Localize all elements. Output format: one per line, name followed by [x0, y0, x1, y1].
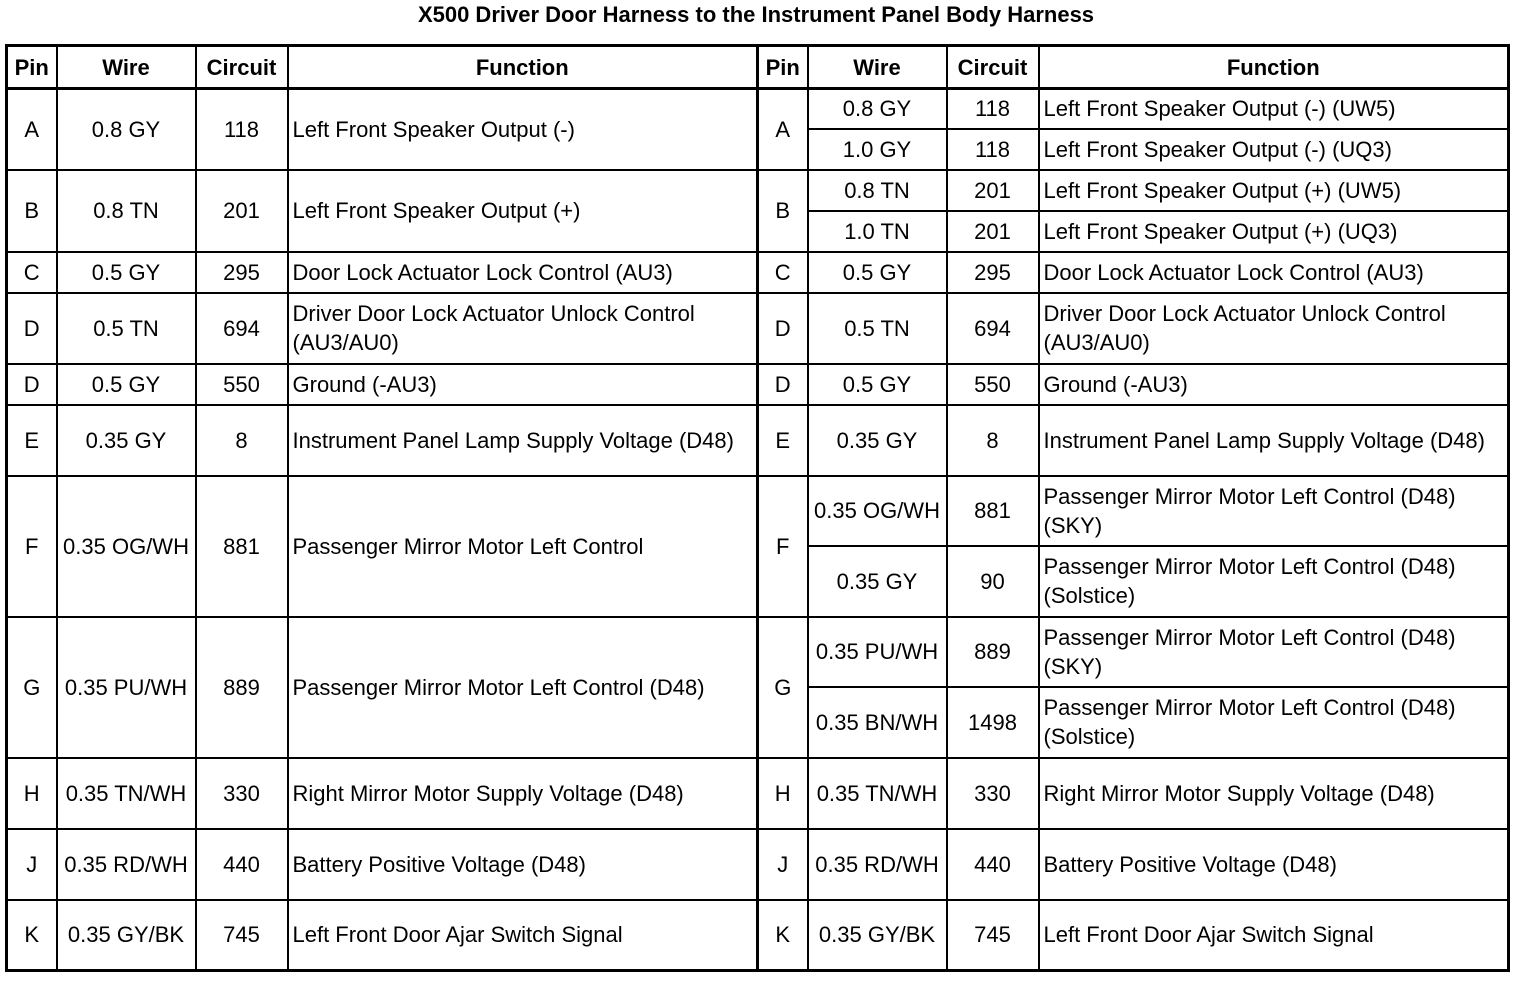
pin-cell: F [758, 476, 808, 617]
table-row [7, 617, 1509, 687]
harness-pinout-table [5, 44, 1510, 972]
circuit-cell: 201 [947, 170, 1039, 211]
pin-cell: J [7, 829, 57, 900]
function-cell: Passenger Mirror Motor Left Control [288, 476, 758, 617]
pin-cell: D [7, 364, 57, 405]
function-cell: Ground (-AU3) [288, 364, 758, 405]
wire-cell: 0.35 RD/WH [57, 829, 196, 900]
function-cell: Ground (-AU3) [1039, 364, 1509, 405]
circuit-cell: 440 [196, 829, 288, 900]
table-row [7, 405, 1509, 476]
header-circuit: Circuit [196, 46, 288, 89]
function-cell: Instrument Panel Lamp Supply Voltage (D48) [288, 405, 758, 476]
header-wire: Wire [57, 46, 196, 89]
function-cell: Battery Positive Voltage (D48) [1039, 829, 1509, 900]
circuit-cell: 8 [196, 405, 288, 476]
circuit-cell: 90 [947, 546, 1039, 617]
function-cell: Passenger Mirror Motor Left Control (D48) [288, 617, 758, 758]
header-function: Function [288, 46, 758, 89]
pin-cell: G [758, 617, 808, 758]
circuit-cell: 118 [196, 89, 288, 170]
header-circuit: Circuit [947, 46, 1039, 89]
circuit-cell: 745 [947, 900, 1039, 971]
function-cell: Right Mirror Motor Supply Voltage (D48) [288, 758, 758, 829]
wire-cell: 0.5 TN [57, 293, 196, 364]
function-cell: Right Mirror Motor Supply Voltage (D48) [1039, 758, 1509, 829]
wire-cell: 0.35 GY/BK [808, 900, 947, 971]
pin-cell: J [758, 829, 808, 900]
table-body [7, 89, 1509, 971]
wire-cell: 0.35 OG/WH [57, 476, 196, 617]
function-cell: Passenger Mirror Motor Left Control (D48) (Solstice) [1039, 687, 1509, 758]
circuit-cell: 1498 [947, 687, 1039, 758]
function-cell: Door Lock Actuator Lock Control (AU3) [1039, 252, 1509, 293]
pin-cell: G [7, 617, 57, 758]
wire-cell: 0.8 GY [57, 89, 196, 170]
function-cell: Door Lock Actuator Lock Control (AU3) [288, 252, 758, 293]
wire-cell: 0.5 GY [57, 364, 196, 405]
table-row [7, 170, 1509, 211]
table-row [7, 758, 1509, 829]
wire-cell: 0.8 TN [808, 170, 947, 211]
wire-cell: 0.35 GY [57, 405, 196, 476]
circuit-cell: 330 [947, 758, 1039, 829]
table-row [7, 89, 1509, 129]
page-title: X500 Driver Door Harness to the Instrument Panel Body Harness [417, 2, 1095, 27]
header-pin: Pin [7, 46, 57, 89]
pin-cell: F [7, 476, 57, 617]
wire-cell: 0.35 GY [808, 405, 947, 476]
circuit-cell: 295 [196, 252, 288, 293]
circuit-cell: 201 [947, 211, 1039, 252]
circuit-cell: 295 [947, 252, 1039, 293]
pin-cell: A [7, 89, 57, 170]
pin-cell: D [758, 293, 808, 364]
pin-cell: H [7, 758, 57, 829]
function-cell: Driver Door Lock Actuator Unlock Control (AU3/AU0) [1039, 293, 1509, 364]
function-cell: Battery Positive Voltage (D48) [288, 829, 758, 900]
pin-cell: B [7, 170, 57, 252]
header-row [7, 46, 1509, 89]
function-cell: Left Front Speaker Output (-) (UQ3) [1039, 129, 1509, 170]
pin-cell: D [7, 293, 57, 364]
wire-cell: 0.5 GY [808, 364, 947, 405]
function-cell: Left Front Speaker Output (-) (UW5) [1039, 89, 1509, 129]
header-function: Function [1039, 46, 1509, 89]
wire-cell: 0.35 GY [808, 546, 947, 617]
pin-cell: D [758, 364, 808, 405]
function-cell: Passenger Mirror Motor Left Control (D48) (SKY) [1039, 476, 1509, 546]
pin-cell: E [758, 405, 808, 476]
pin-cell: C [7, 252, 57, 293]
circuit-cell: 201 [196, 170, 288, 252]
wire-cell: 0.35 TN/WH [808, 758, 947, 829]
circuit-cell: 881 [196, 476, 288, 617]
function-cell: Left Front Speaker Output (+) (UW5) [1039, 170, 1509, 211]
wire-cell: 0.35 RD/WH [808, 829, 947, 900]
pin-cell: H [758, 758, 808, 829]
pin-cell: E [7, 405, 57, 476]
circuit-cell: 550 [947, 364, 1039, 405]
circuit-cell: 694 [196, 293, 288, 364]
wire-cell: 0.35 TN/WH [57, 758, 196, 829]
wire-cell: 0.35 OG/WH [808, 476, 947, 546]
circuit-cell: 118 [947, 129, 1039, 170]
function-cell: Left Front Speaker Output (+) (UQ3) [1039, 211, 1509, 252]
wire-cell: 1.0 GY [808, 129, 947, 170]
circuit-cell: 118 [947, 89, 1039, 129]
pin-cell: C [758, 252, 808, 293]
circuit-cell: 8 [947, 405, 1039, 476]
wire-cell: 0.35 PU/WH [57, 617, 196, 758]
wire-cell: 0.35 GY/BK [57, 900, 196, 971]
pin-cell: K [758, 900, 808, 971]
circuit-cell: 889 [196, 617, 288, 758]
wire-cell: 0.8 TN [57, 170, 196, 252]
table-row [7, 476, 1509, 546]
table-row [7, 252, 1509, 293]
wire-cell: 0.35 BN/WH [808, 687, 947, 758]
pin-cell: A [758, 89, 808, 170]
function-cell: Left Front Door Ajar Switch Signal [1039, 900, 1509, 971]
table-row [7, 829, 1509, 900]
circuit-cell: 550 [196, 364, 288, 405]
header-pin: Pin [758, 46, 808, 89]
function-cell: Driver Door Lock Actuator Unlock Control (AU3/AU0) [288, 293, 758, 364]
pin-cell: B [758, 170, 808, 252]
wire-cell: 0.5 GY [57, 252, 196, 293]
circuit-cell: 440 [947, 829, 1039, 900]
pin-cell: K [7, 900, 57, 971]
circuit-cell: 745 [196, 900, 288, 971]
table-row [7, 364, 1509, 405]
function-cell: Instrument Panel Lamp Supply Voltage (D48) [1039, 405, 1509, 476]
function-cell: Left Front Door Ajar Switch Signal [288, 900, 758, 971]
wire-cell: 1.0 TN [808, 211, 947, 252]
wire-cell: 0.8 GY [808, 89, 947, 129]
circuit-cell: 330 [196, 758, 288, 829]
wire-cell: 0.5 TN [808, 293, 947, 364]
wire-cell: 0.5 GY [808, 252, 947, 293]
function-cell: Left Front Speaker Output (+) [288, 170, 758, 252]
circuit-cell: 881 [947, 476, 1039, 546]
header-wire: Wire [808, 46, 947, 89]
circuit-cell: 694 [947, 293, 1039, 364]
wire-cell: 0.35 PU/WH [808, 617, 947, 687]
function-cell: Passenger Mirror Motor Left Control (D48) (Solstice) [1039, 546, 1509, 617]
function-cell: Left Front Speaker Output (-) [288, 89, 758, 170]
circuit-cell: 889 [947, 617, 1039, 687]
table-row [7, 900, 1509, 971]
table-row [7, 293, 1509, 364]
function-cell: Passenger Mirror Motor Left Control (D48) (SKY) [1039, 617, 1509, 687]
